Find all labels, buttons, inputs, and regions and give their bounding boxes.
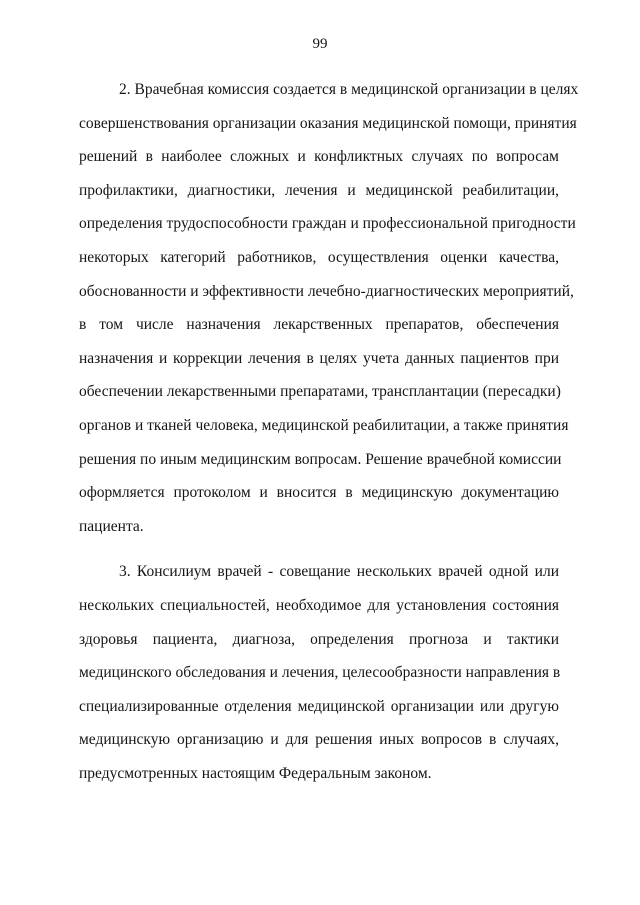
- text-line: определения трудоспособности граждан и профессиональной пригодности: [79, 215, 576, 233]
- paragraph-consilium: [79, 555, 559, 790]
- text-line: пациента.: [79, 517, 144, 535]
- text-line: медицинскую организацию и для решения иных вопросов в случаях,: [79, 731, 559, 749]
- text-line: 3. Консилиум врачей - совещание нескольких врачей одной или: [119, 563, 559, 581]
- document-body: [79, 73, 579, 790]
- text-line: профилактики, диагностики, лечения и медицинской реабилитации,: [79, 181, 559, 199]
- page-number: 99: [312, 36, 328, 52]
- text-line: в том числе назначения лекарственных препаратов, обеспечения: [79, 316, 559, 334]
- text-line: оформляется протоколом и вносится в медицинскую документацию: [79, 484, 559, 502]
- paragraph-spacer: [79, 543, 559, 555]
- text-line: решения по иным медицинским вопросам. Решение врачебной комиссии: [79, 450, 562, 468]
- text-line: обеспечении лекарственными препаратами, трансплантации (пересадки): [79, 383, 561, 401]
- text-line: медицинского обследования и лечения, целесообразности направления в: [79, 664, 561, 682]
- text-line: решений в наиболее сложных и конфликтных случаях по вопросам: [79, 148, 559, 166]
- text-line: совершенствования организации оказания медицинской помощи, принятия: [79, 114, 577, 132]
- text-line: назначения и коррекции лечения в целях учета данных пациентов при: [79, 349, 559, 367]
- text-line: 2. Врачебная комиссия создается в медицинской организации в целях: [119, 81, 579, 98]
- text-line: некоторых категорий работников, осуществления оценки качества,: [79, 248, 559, 266]
- text-line: здоровья пациента, диагноза, определения прогноза и тактики: [79, 630, 559, 648]
- paragraph-medical-commission: [79, 73, 579, 543]
- text-line: обоснованности и эффективности лечебно-диагностических мероприятий,: [79, 282, 574, 300]
- text-line: предусмотренных настоящим Федеральным законом.: [79, 764, 432, 782]
- text-line: нескольких специальностей, необходимое для установления состояния: [79, 596, 559, 614]
- text-line: органов и тканей человека, медицинской реабилитации, а также принятия: [79, 416, 569, 434]
- text-line: специализированные отделения медицинской организации или другую: [79, 697, 559, 715]
